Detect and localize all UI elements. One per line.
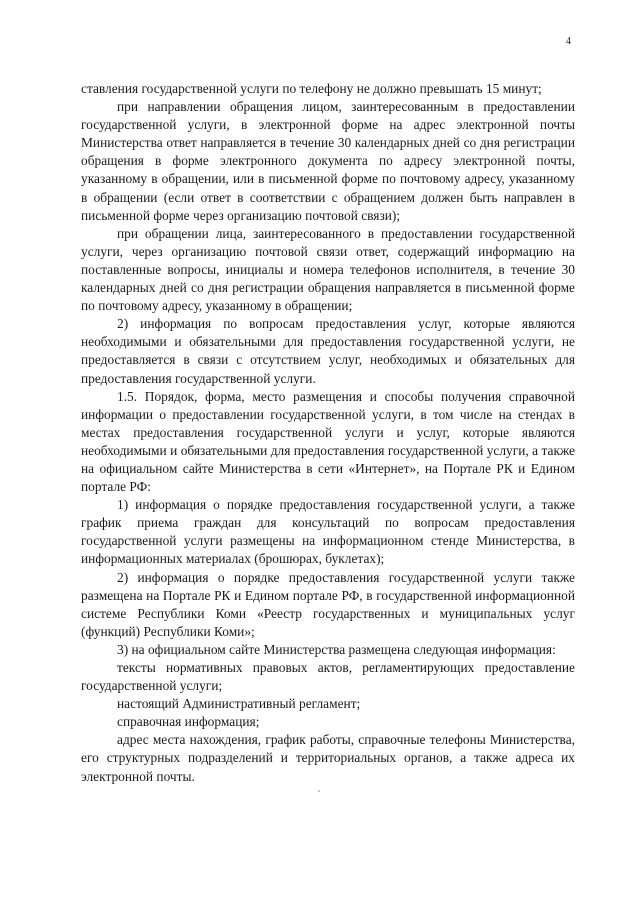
paragraph: тексты нормативных правовых актов, регламентирующих предоставление государственной услуги; <box>81 660 575 694</box>
scan-speck <box>318 790 320 792</box>
paragraph: 1) информация о порядке предоставления государственной услуги, а также график приема граждан для консультаций по вопросам предоставления государственной услуги размещены на информационном стенде Министерства, в информационных материалах (брошюрах, буклетах); <box>81 497 575 567</box>
paragraph: 2) информация по вопросам предоставления услуг, которые являются необходимыми и обязательными для предоставления государственной услуги, не предоставляется в связи с отсутствием услуг, необходимых и обязательных для предоставления государственной услуги. <box>81 316 575 386</box>
paragraph: ставления государственной услуги по телефону не должно превышать 15 минут; <box>81 81 542 96</box>
paragraph: 2) информация о порядке предоставления государственной услуги также размещена на Портале РК и Едином портале РФ, в государственной информационной системе Республики Коми «Реестр государственных и муниципальных услуг (функций) Республики Коми»; <box>81 569 575 639</box>
paragraph: адрес места нахождения, график работы, справочные телефоны Министерства, его структурных подразделений и территориальных органов, а также адреса их электронной почты. <box>81 732 575 784</box>
paragraph: справочная информация; <box>117 714 260 730</box>
paragraph: 3) на официальном сайте Министерства размещена следующая информация: <box>117 641 556 657</box>
paragraph: при направлении обращения лицом, заинтересованным в предоставлении государственной услуги, в электронной форме на адрес электронной почты Министерства ответ направляется в течение 30 календарных дней со дня регистрации обращения в форме электронного документа по адресу электронной почты, указанному в обращении, или в письменной форме по почтовому адресу, указанному в обращении (если ответ в соответствии с обращением должен быть направлен в письменной форме через организацию почтовой связи); <box>81 99 575 223</box>
paragraph: настоящий Административный регламент; <box>117 696 361 712</box>
paragraph: 1.5. Порядок, форма, место размещения и способы получения справочной информации о предоставлении государственной услуги, в том числе на стендах в местах предоставления государственной услуги и услуг, которые являются необходимыми и обязательными для предоставления государственной услуги, а также на официальном сайте Министерства в сети «Интернет», на Портале РК и Едином портале РФ: <box>81 388 575 495</box>
page-number: 4 <box>566 36 571 47</box>
paragraph: при обращении лица, заинтересованного в предоставлении государственной услуги, через организацию почтовой связи ответ, содержащий информацию на поставленные вопросы, инициалы и номера телефонов исполнителя, в течение 30 календарных дней со дня регистрации обращения направляется в письменной форме по почтовому адресу, указанному в обращении; <box>81 225 575 314</box>
document-body <box>81 80 575 786</box>
